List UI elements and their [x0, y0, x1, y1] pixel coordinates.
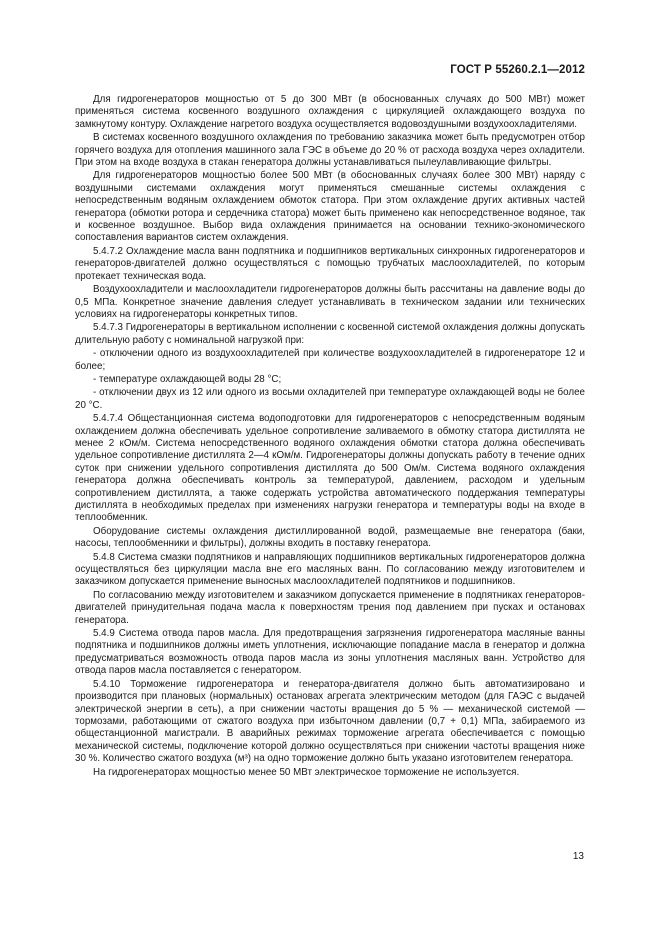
- paragraph: В системах косвенного воздушного охлаждения по требованию заказчика может быть предусмотрен отбор горячего воздуха для отопления машинного зала ГЭС в объеме до 20 % от расхода воздуха через охладители. При этом на входе воздуха в стакан генератора должны устанавливаться пылеулавливающие фильтры.: [75, 132, 585, 169]
- clause-5-4-7-3: 5.4.7.3 Гидрогенераторы в вертикальном исполнении с косвенной системой охлаждения должны допускать длительную работу с номинальной нагрузкой при:: [75, 322, 585, 346]
- list-item: - отключении двух из 12 или одного из восьми охладителей при температуре охлаждающей воды не более 20 °С.: [75, 387, 585, 411]
- clause-5-4-10: 5.4.10 Торможение гидрогенератора и генератора-двигателя должно быть автоматизировано и производится при плановых (нормальных) остановах агрегата электрическим методом (для ГАЭС с выдачей электрической энергии в сеть), а при снижении частоты вращения до 5 % — механической системой — тормозами, работающими от сжатого воздуха при избыточном давлении (0,7 + 0,1) МПа, забираемого из общестанционной магистрали. В аварийных режимах торможение агрегата обеспечивается с помощью механической системы, подключение которой должно осуществляться при снижении частоты вращения ниже 30 %. Количество сжатого воздуха (м³) на одно торможение должно быть указано изготовителем генератора.: [75, 678, 585, 765]
- clause-5-4-8: 5.4.8 Система смазки подпятников и направляющих подшипников вертикальных гидрогенераторов должна осуществляться без циркуляции масла вне его масляных ванн. По согласованию между изготовителем и заказчиком допускается применение выносных маслоохладителей подпятников и подшипников.: [75, 551, 585, 588]
- document-code-header: ГОСТ Р 55260.2.1—2012: [450, 64, 585, 76]
- paragraph: Для гидрогенераторов мощностью более 500 МВт (в обоснованных случаях более 300 МВт) наряду с воздушными системами охлаждения могут применяться смешанные системы охлаждения с непосредственным водяным охлаждением обмоток статора. При этом охлаждение других активных частей генератора (обмотки ротора и сердечника статора) может быть применено как непосредственное водяное, так и косвенное воздушное. Выбор вида охлаждения принимается на основании технико-экономического сопоставления вариантов систем охлаждения.: [75, 170, 585, 244]
- clause-5-4-7-4: 5.4.7.4 Общестанционная система водоподготовки для гидрогенераторов с непосредственным водяным охлаждением должна обеспечивать удельное сопротивление заливаемого в обмотку статора дистиллята не менее 2 кОм/м. Система непосредственного водяного охлаждения обмотки статора должна обеспечивать удельное сопротивление дистиллята 2—4 кОм/м. Гидрогенераторы должны допускать работу в течение одних суток при снижении удельного сопротивления дистиллята до 500 Ом/м. Система водяного охлаждения генератора должна обеспечивать контроль за температурой, давлением, расходом и удельным сопротивлением дистиллята, а также содержать устройства автоматического поддержания температуры дистиллята в необходимых пределах при изменениях нагрузки генератора и температуры воды на входе в теплообменник.: [75, 413, 585, 524]
- page-number: 13: [572, 851, 584, 862]
- list-item: - температуре охлаждающей воды 28 °С;: [93, 373, 282, 385]
- document-body: [75, 94, 585, 780]
- clause-5-4-9: 5.4.9 Система отвода паров масла. Для предотвращения загрязнения гидрогенератора масляные ванны подпятника и подшипников должны иметь уплотнения, исключающие попадание масла в генератор и должна предусматриваться возможность отвода паров масла из зоны уплотнения масляных ванн. Устройство для отвода паров масла поставляется с генератором.: [75, 628, 585, 677]
- paragraph: На гидрогенераторах мощностью менее 50 МВт электрическое торможение не используется.: [93, 766, 520, 778]
- paragraph: Воздухоохладители и маслоохладители гидрогенераторов должны быть рассчитаны на давление воды до 0,5 МПа. Конкретное значение давления следует устанавливать в техническом задании или технических условиях на гидрогенераторы конкретных типов.: [75, 284, 585, 320]
- list-item: - отключении одного из воздухоохладителей при количестве воздухоохладителей в гидрогенераторе 12 и более;: [75, 348, 585, 372]
- paragraph: По согласованию между изготовителем и заказчиком допускается применение в подпятниках генераторов-двигателей принудительная подача масла к поверхностям трения под давлением при пусках и остановах генератора.: [75, 589, 585, 626]
- clause-5-4-7-2: 5.4.7.2 Охлаждение масла ванн подпятника и подшипников вертикальных синхронных гидрогенераторов и генераторов-двигателей должно осуществляться с помощью трубчатых маслоохладителей, по которым протекает техническая вода.: [75, 245, 585, 282]
- paragraph: Оборудование системы охлаждения дистиллированной водой, размещаемые вне генератора (баки, насосы, теплообменники и фильтры), должны входить в поставку генератора.: [75, 525, 585, 550]
- paragraph: Для гидрогенераторов мощностью от 5 до 300 МВт (в обоснованных случаях до 500 МВт) может применяться система косвенного воздушного охлаждения с циркуляцией охлаждающего воздуха по замкнутому контуру. Охлаждение нагретого воздуха осуществляется водовоздушными воздухоохладителями.: [75, 94, 585, 130]
